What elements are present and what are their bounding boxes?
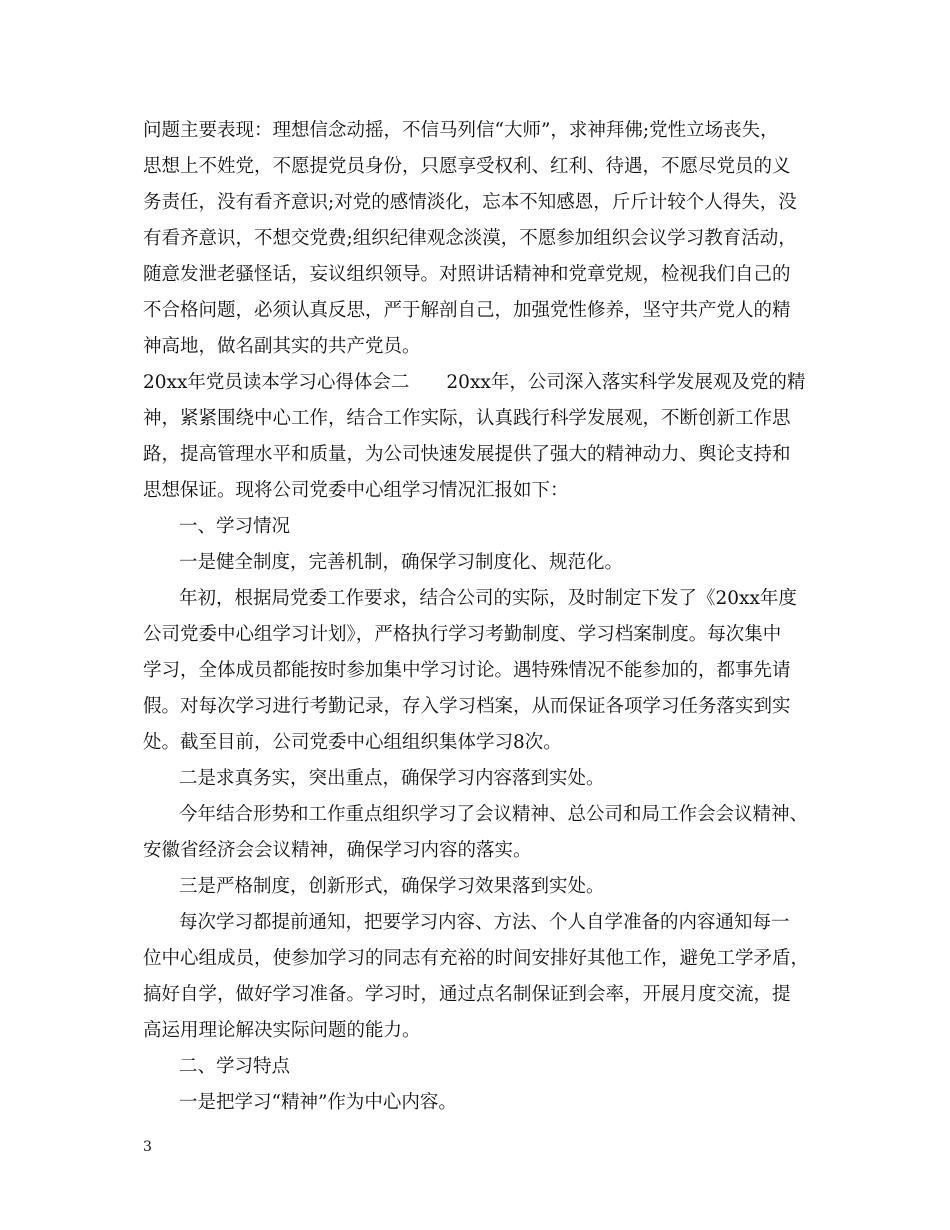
paragraph-line: 每次学习都提前通知，把要学习内容、方法、个人自学准备的内容通知每一 [179,912,790,933]
paragraph-line: 随意发泄老骚怪话，妄议组织领导。对照讲话精神和党章党规，检视我们自己的 [143,264,791,285]
paragraph-line: 今年结合形势和工作重点组织学习了会议精神、总公司和局工作会会议精神、 [179,804,809,825]
paragraph-line: 路，提高管理水平和质量，为公司快速发展提供了强大的精神动力、舆论支持和 [143,444,791,465]
paragraph-line: 位中心组成员，使参加学习的同志有充裕的时间安排好其他工作，避免工学矛盾， [143,948,810,969]
paragraph-line: 高运用理论解决实际问题的能力。 [143,1020,421,1041]
subheading: 二是求真务实，突出重点，确保学习内容落到实处。 [179,768,605,789]
paragraph-line: 思想保证。现将公司党委中心组学习情况汇报如下： [143,480,569,501]
paragraph-line: 问题主要表现：理想信念动摇，不信马列信“大师”，求神拜佛;党性立场丧失， [143,120,779,141]
paragraph-line: 思想上不姓党，不愿提党员身份，只愿享受权利、红利、待遇，不愿尽党员的义 [143,156,791,177]
subheading: 三是严格制度，创新形式，确保学习效果落到实处。 [179,876,605,897]
subheading: 一是把学习“精神”作为中心内容。 [179,1092,457,1113]
paragraph-line: 处。截至目前，公司党委中心组组织集体学习8次。 [143,732,562,753]
paragraph-line: 神高地，做名副其实的共产党员。 [143,336,421,357]
paragraph-line: 有看齐意识，不想交党费;组织纪律观念淡漠，不愿参加组织会议学习教育活动， [143,228,797,249]
paragraph-line: 公司党委中心组学习计划》，严格执行学习考勤制度、学习档案制度。每次集中 [143,624,782,645]
subheading: 一是健全制度，完善机制，确保学习制度化、规范化。 [179,552,624,573]
section-heading: 二、学习特点 [179,1056,291,1077]
page-number: 3 [143,1139,152,1155]
section-heading: 一、学习情况 [179,516,291,537]
paragraph-line: 假。对每次学习进行考勤记录，存入学习档案，从而保证各项学习任务落实到实 [143,696,791,717]
paragraph-line: 安徽省经济会会议精神，确保学习内容的落实。 [143,840,532,861]
paragraph-line: 搞好自学，做好学习准备。学习时，通过点名制保证到会率，开展月度交流，提 [143,984,791,1005]
section-title-line: 20xx年党员读本学习心得体会二 20xx年，公司深入落实科学发展观及党的精 [143,372,806,393]
paragraph-line: 学习，全体成员都能按时参加集中学习讨论。遇特殊情况不能参加的，都事先请 [143,660,791,681]
paragraph-line: 年初，根据局党委工作要求，结合公司的实际，及时制定下发了《20xx年度 [179,588,797,609]
paragraph-line: 不合格问题，必须认真反思，严于解剖自己，加强党性修养，坚守共产党人的精 [143,300,791,321]
paragraph-line: 务责任，没有看齐意识;对党的感情淡化，忘本不知感恩，斤斤计较个人得失，没 [143,192,797,213]
paragraph-line: 神，紧紧围绕中心工作，结合工作实际，认真践行科学发展观，不断创新工作思 [143,408,791,429]
